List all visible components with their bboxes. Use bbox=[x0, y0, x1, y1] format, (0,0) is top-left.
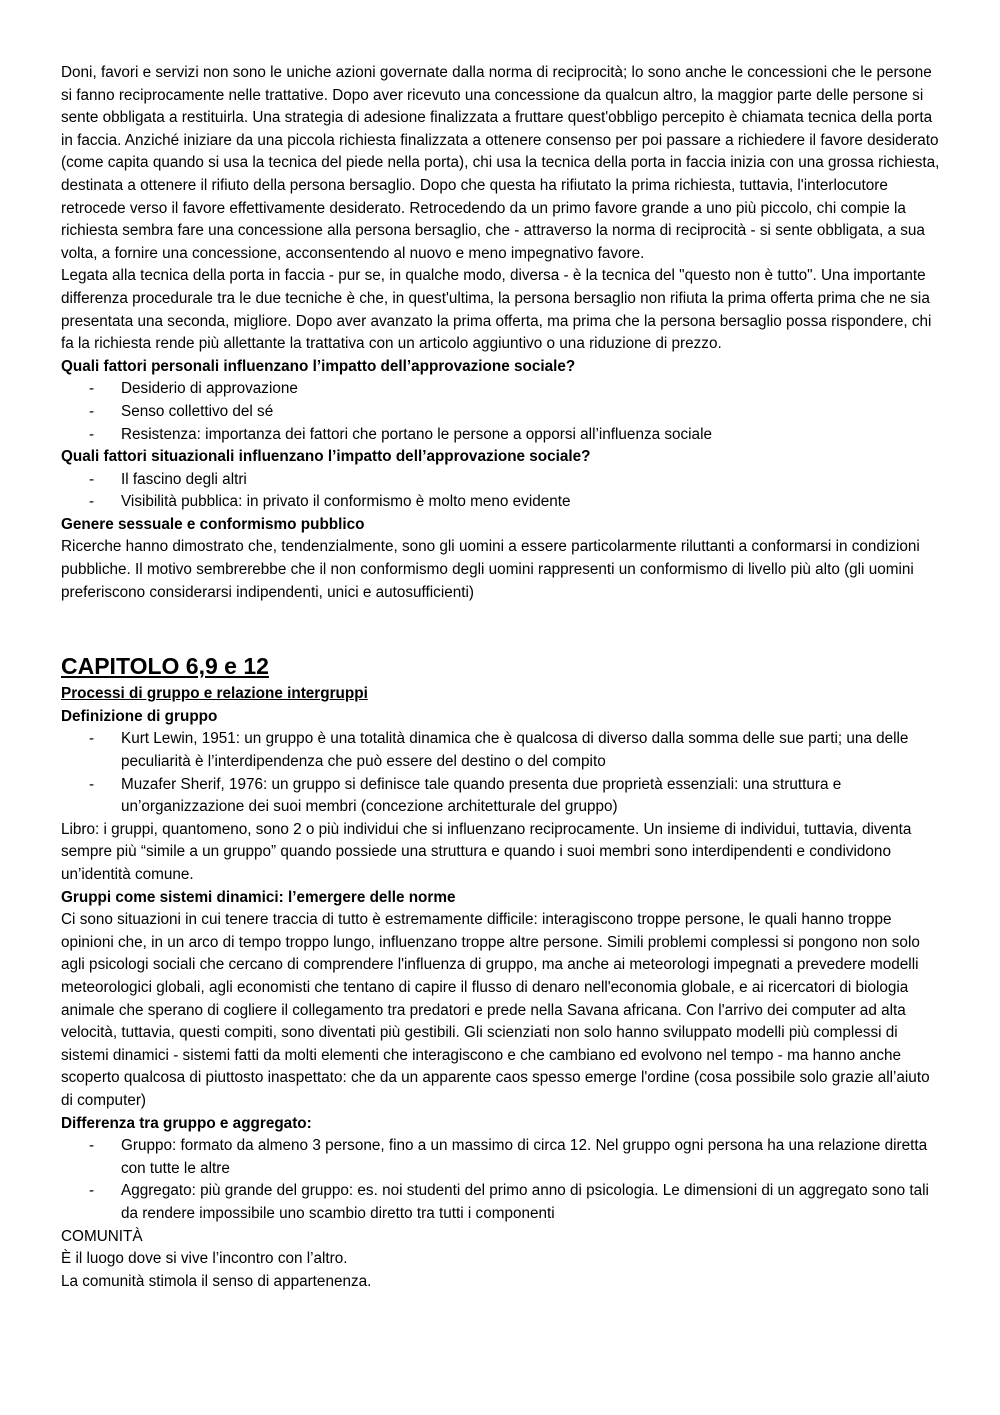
bullet-dash: - bbox=[89, 380, 95, 398]
document-page bbox=[61, 62, 941, 1293]
heading-personal-factors: Quali fattori personali influenzano l’impatto dell’approvazione sociale? bbox=[61, 357, 576, 375]
bullet-dash: - bbox=[89, 1137, 95, 1155]
list-item: - Aggregato: più grande del gruppo: es. noi studenti del primo anno di psicologia. Le dimensioni di un aggregato sono tali da rendere impossibile uno scambio diretto tra tutti i componenti bbox=[89, 1182, 929, 1222]
heading-group-vs-aggregate: Differenza tra gruppo e aggregato: bbox=[61, 1114, 312, 1132]
situational-factors-list bbox=[61, 469, 941, 514]
list-item: - Kurt Lewin, 1951: un gruppo è una totalità dinamica che è qualcosa di diverso dalla somma delle sue parti; una delle peculiarità è l’interdipendenza che può essere del destino o del compito bbox=[89, 730, 909, 771]
personal-factors-list bbox=[61, 378, 941, 446]
community-line-1: È il luogo dove si vive l’incontro con l’altro. bbox=[61, 1250, 348, 1268]
heading-situational-factors: Quali fattori situazionali influenzano l’impatto dell’approvazione sociale? bbox=[61, 448, 591, 466]
list-item: - Visibilità pubblica: in privato il conformismo è molto meno evidente bbox=[61, 491, 941, 514]
heading-group-definition: Definizione di gruppo bbox=[61, 707, 218, 725]
list-item: - Il fascino degli altri bbox=[61, 469, 941, 492]
paragraph-dynamic-systems: Ci sono situazioni in cui tenere traccia di tutto è estremamente difficile: interagiscono troppe persone, le quali hanno troppe opinioni che, in un arco di tempo troppo lungo, influenzano troppe altre persone. Simili problemi complessi si pongono non solo agli psicologi sociali che cercano di comprendere l'influenza di gruppo, ma anche ai meteorologi impegnati a prevedere modelli meteorologici globali, agli economisti che tentano di capire il flusso di denaro nell'economia globale, e ai ricercatori di biologia animale che sperano di cogliere il collegamento tra predatori e prede nella Savana africana. Con l'arrivo dei computer ad alta velocità, tuttavia, questi compiti, sono diventati più gestibili. Gli scienziati non solo hanno sviluppato modelli più complessi di sistemi dinamici - sistemi fatti da molti elementi che interagiscono e che cambiano ed evolvono nel tempo - ma hanno anche scoperto qualcosa di piuttosto inaspettato: che da un apparente caos spesso emerge l'ordine (cosa possibile solo grazie all’aiuto di computer) bbox=[61, 911, 930, 1109]
list-item: - Muzafer Sherif, 1976: un gruppo si definisce tale quando presenta due proprietà essenziali: una struttura e un’organizzazione dei suoi membri (concezione architetturale del gruppo) bbox=[89, 775, 842, 816]
list-item: - Gruppo: formato da almeno 3 persone, fino a un massimo di circa 12. Nel gruppo ogni persona ha una relazione diretta con tutte le altre bbox=[89, 1137, 928, 1177]
chapter-title: CAPITOLO 6,9 e 12 bbox=[61, 653, 269, 680]
paragraph-gender-conformism: Ricerche hanno dimostrato che, tendenzialmente, sono gli uomini a essere particolarmente riluttanti a conformarsi in condizioni pubbliche. Il motivo sembrerebbe che il non conformismo degli uomini rappresenti un conformismo di livello più alto (gli uomini preferiscono considerarsi indipendenti, unici e autosufficienti) bbox=[61, 538, 920, 601]
chapter-subtitle: Processi di gruppo e relazione intergruppi bbox=[61, 685, 368, 703]
bullet-dash: - bbox=[89, 775, 95, 793]
bullet-dash: - bbox=[89, 470, 95, 488]
bullet-dash: - bbox=[89, 402, 95, 420]
group-definition-list bbox=[61, 728, 941, 818]
heading-gender-conformism: Genere sessuale e conformismo pubblico bbox=[61, 515, 365, 533]
bullet-dash: - bbox=[89, 425, 95, 443]
community-label: COMUNITÀ bbox=[61, 1227, 143, 1245]
section-spacer bbox=[61, 604, 941, 649]
bullet-dash: - bbox=[89, 1182, 95, 1200]
bullet-dash: - bbox=[89, 730, 95, 748]
list-item: - Senso collettivo del sé bbox=[61, 401, 941, 424]
paragraph-libro: Libro: i gruppi, quantomeno, sono 2 o più individui che si influenzano reciprocamente. Un insieme di individui, tuttavia, diventa sempre più “simile a un gruppo” quando possiede una struttura e quando i suoi membri sono interdipendenti e condividono un’identità comune. bbox=[61, 820, 912, 883]
heading-dynamic-systems: Gruppi come sistemi dinamici: l’emergere delle norme bbox=[61, 888, 456, 906]
group-vs-aggregate-list bbox=[61, 1135, 941, 1225]
bullet-dash: - bbox=[89, 493, 95, 511]
paragraph-questo-non-e-tutto: Legata alla tecnica della porta in faccia - pur se, in qualche modo, diversa - è la tecnica del "questo non è tutto". Una importante differenza procedurale tra le due tecniche è che, in quest'ultima, la persona bersaglio non rifiuta la prima offerta prima che ne sia presentata una seconda, migliore. Dopo aver avanzato la prima offerta, ma prima che la persona bersaglio possa rispondere, chi fa la richiesta rende più allettante la trattativa con un articolo aggiuntivo o una riduzione di prezzo. bbox=[61, 267, 932, 353]
list-item: - Desiderio di approvazione bbox=[61, 378, 941, 401]
paragraph-porta-in-faccia: Doni, favori e servizi non sono le uniche azioni governate dalla norma di reciprocità; lo sono anche le concessioni che le persone si fanno reciprocamente nelle trattative. Dopo aver ricevuto una concessione da qualcun altro, la maggior parte delle persone si sente obbligata a restituirla. Una strategia di adesione finalizzata a fruttare quest'obbligo percepito è chiamata tecnica della porta in faccia. Anziché iniziare da una piccola richiesta finalizzata a ottenere consenso per poi passare a richiedere il favore desiderato (come capita quando si usa la tecnica del piede nella porta), chi usa la tecnica della porta in faccia inizia con una grossa richiesta, destinata a ottenere il rifiuto della persona bersaglio. Dopo che questa ha rifiutato la prima richiesta, tuttavia, l'interlocutore retrocede verso il favore effettivamente desiderato. Retrocedendo da un primo favore grande a uno più piccolo, chi compie la richiesta sembra fare una concessione alla persona bersaglio, che - attraverso la norma di reciprocità - si sente obbligata, a sua volta, a fornire una concessione, acconsentendo al nuovo e meno impegnativo favore. bbox=[61, 64, 940, 262]
community-line-2: La comunità stimola il senso di appartenenza. bbox=[61, 1272, 372, 1290]
list-item: - Resistenza: importanza dei fattori che portano le persone a opporsi all’influenza sociale bbox=[61, 424, 941, 447]
